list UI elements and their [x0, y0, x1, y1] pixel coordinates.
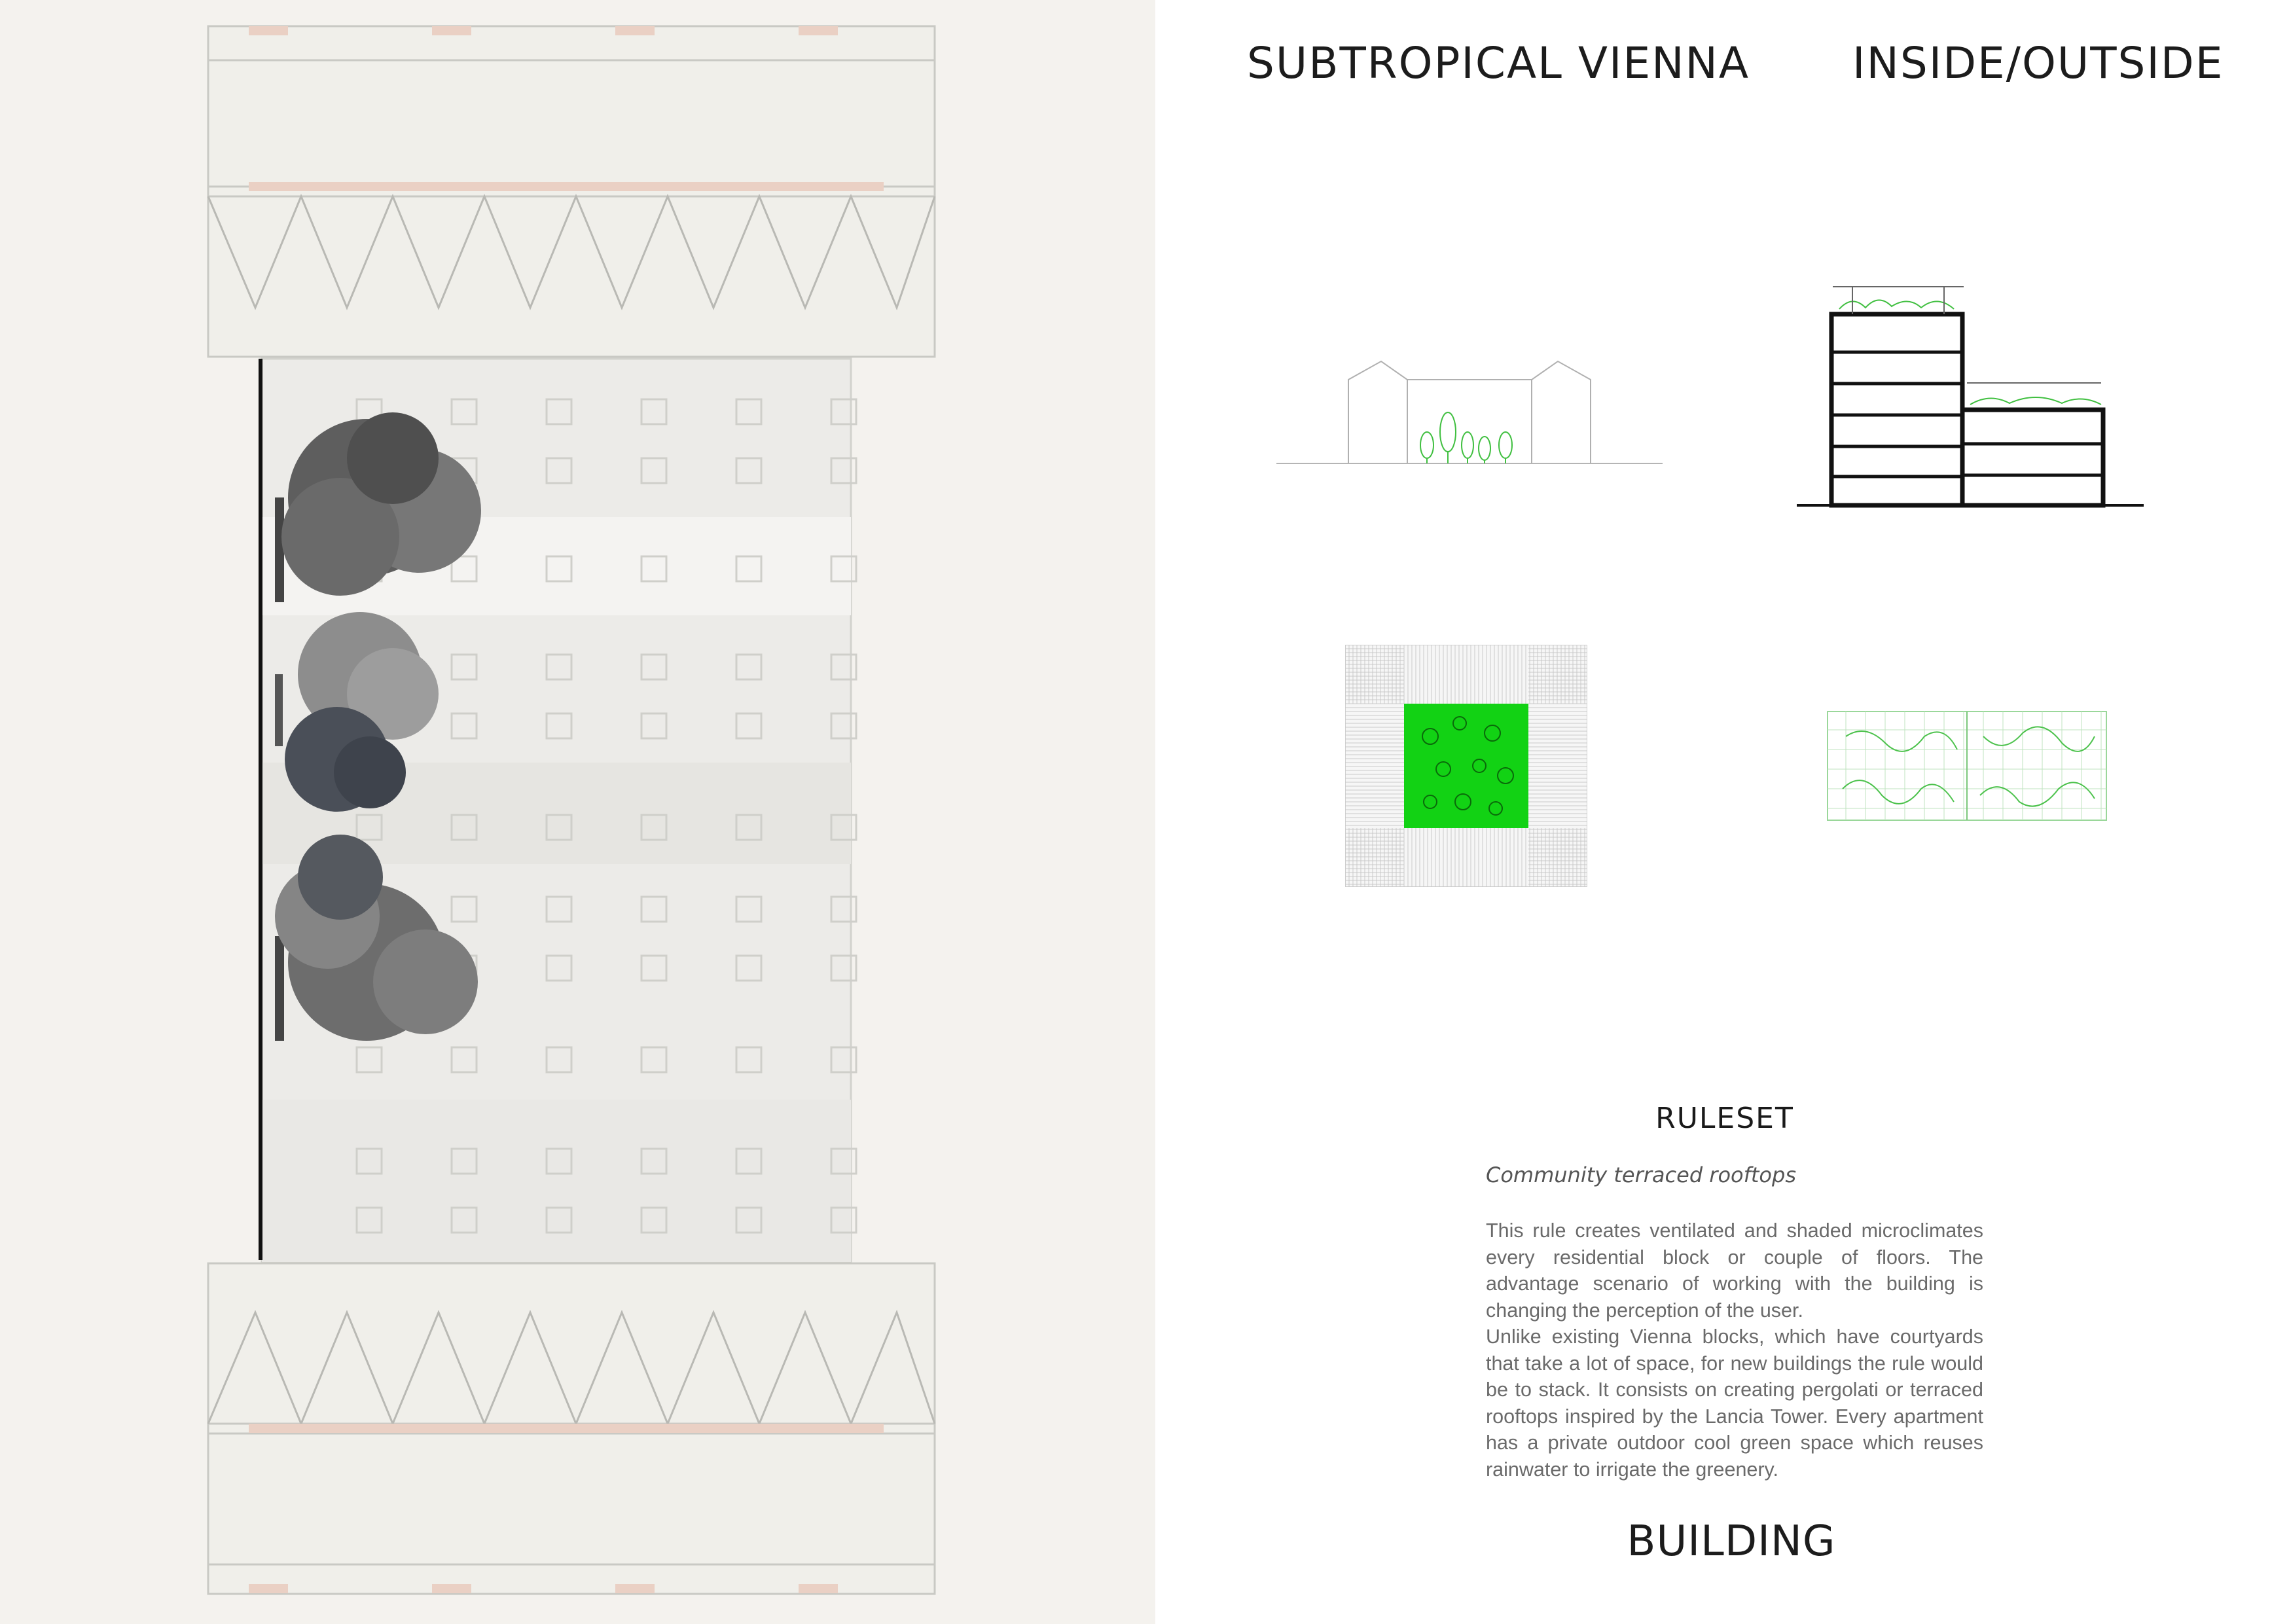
section-title: INSIDE/OUTSIDE — [1852, 38, 2224, 88]
courtyard-plan-diagram — [1345, 645, 1587, 887]
upper-wing — [208, 26, 935, 357]
terraced-building-section — [1793, 275, 2147, 511]
ruleset-paragraph-1: This rule creates ventilated and shaded microclimates every residential block or couple of floors. The advantage scenario of working with the building is changing the perception of the user. — [1486, 1219, 1983, 1322]
project-title: SUBTROPICAL VIENNA — [1247, 38, 1750, 88]
ruleset-paragraph-2: Unlike existing Vienna blocks, which have courtyards that take a lot of space, for new buildings the rule would be to stack. It consists on creating pergolati or terraced rooftops inspired by the Lancia Tower. Every apartment has a private outdoor cool green space which reuses rainwater to irrigate the greenery. — [1486, 1326, 1983, 1481]
ruleset-body — [1486, 1218, 1983, 1483]
building-label: BUILDING — [1627, 1517, 1836, 1566]
ruleset-subtitle: Community terraced rooftops — [1486, 1163, 1796, 1187]
courtyard-section-diagram — [1276, 353, 1669, 471]
ruleset-heading: RULESET — [1655, 1102, 1794, 1135]
rooftop-plan-diagram — [1826, 710, 2108, 821]
